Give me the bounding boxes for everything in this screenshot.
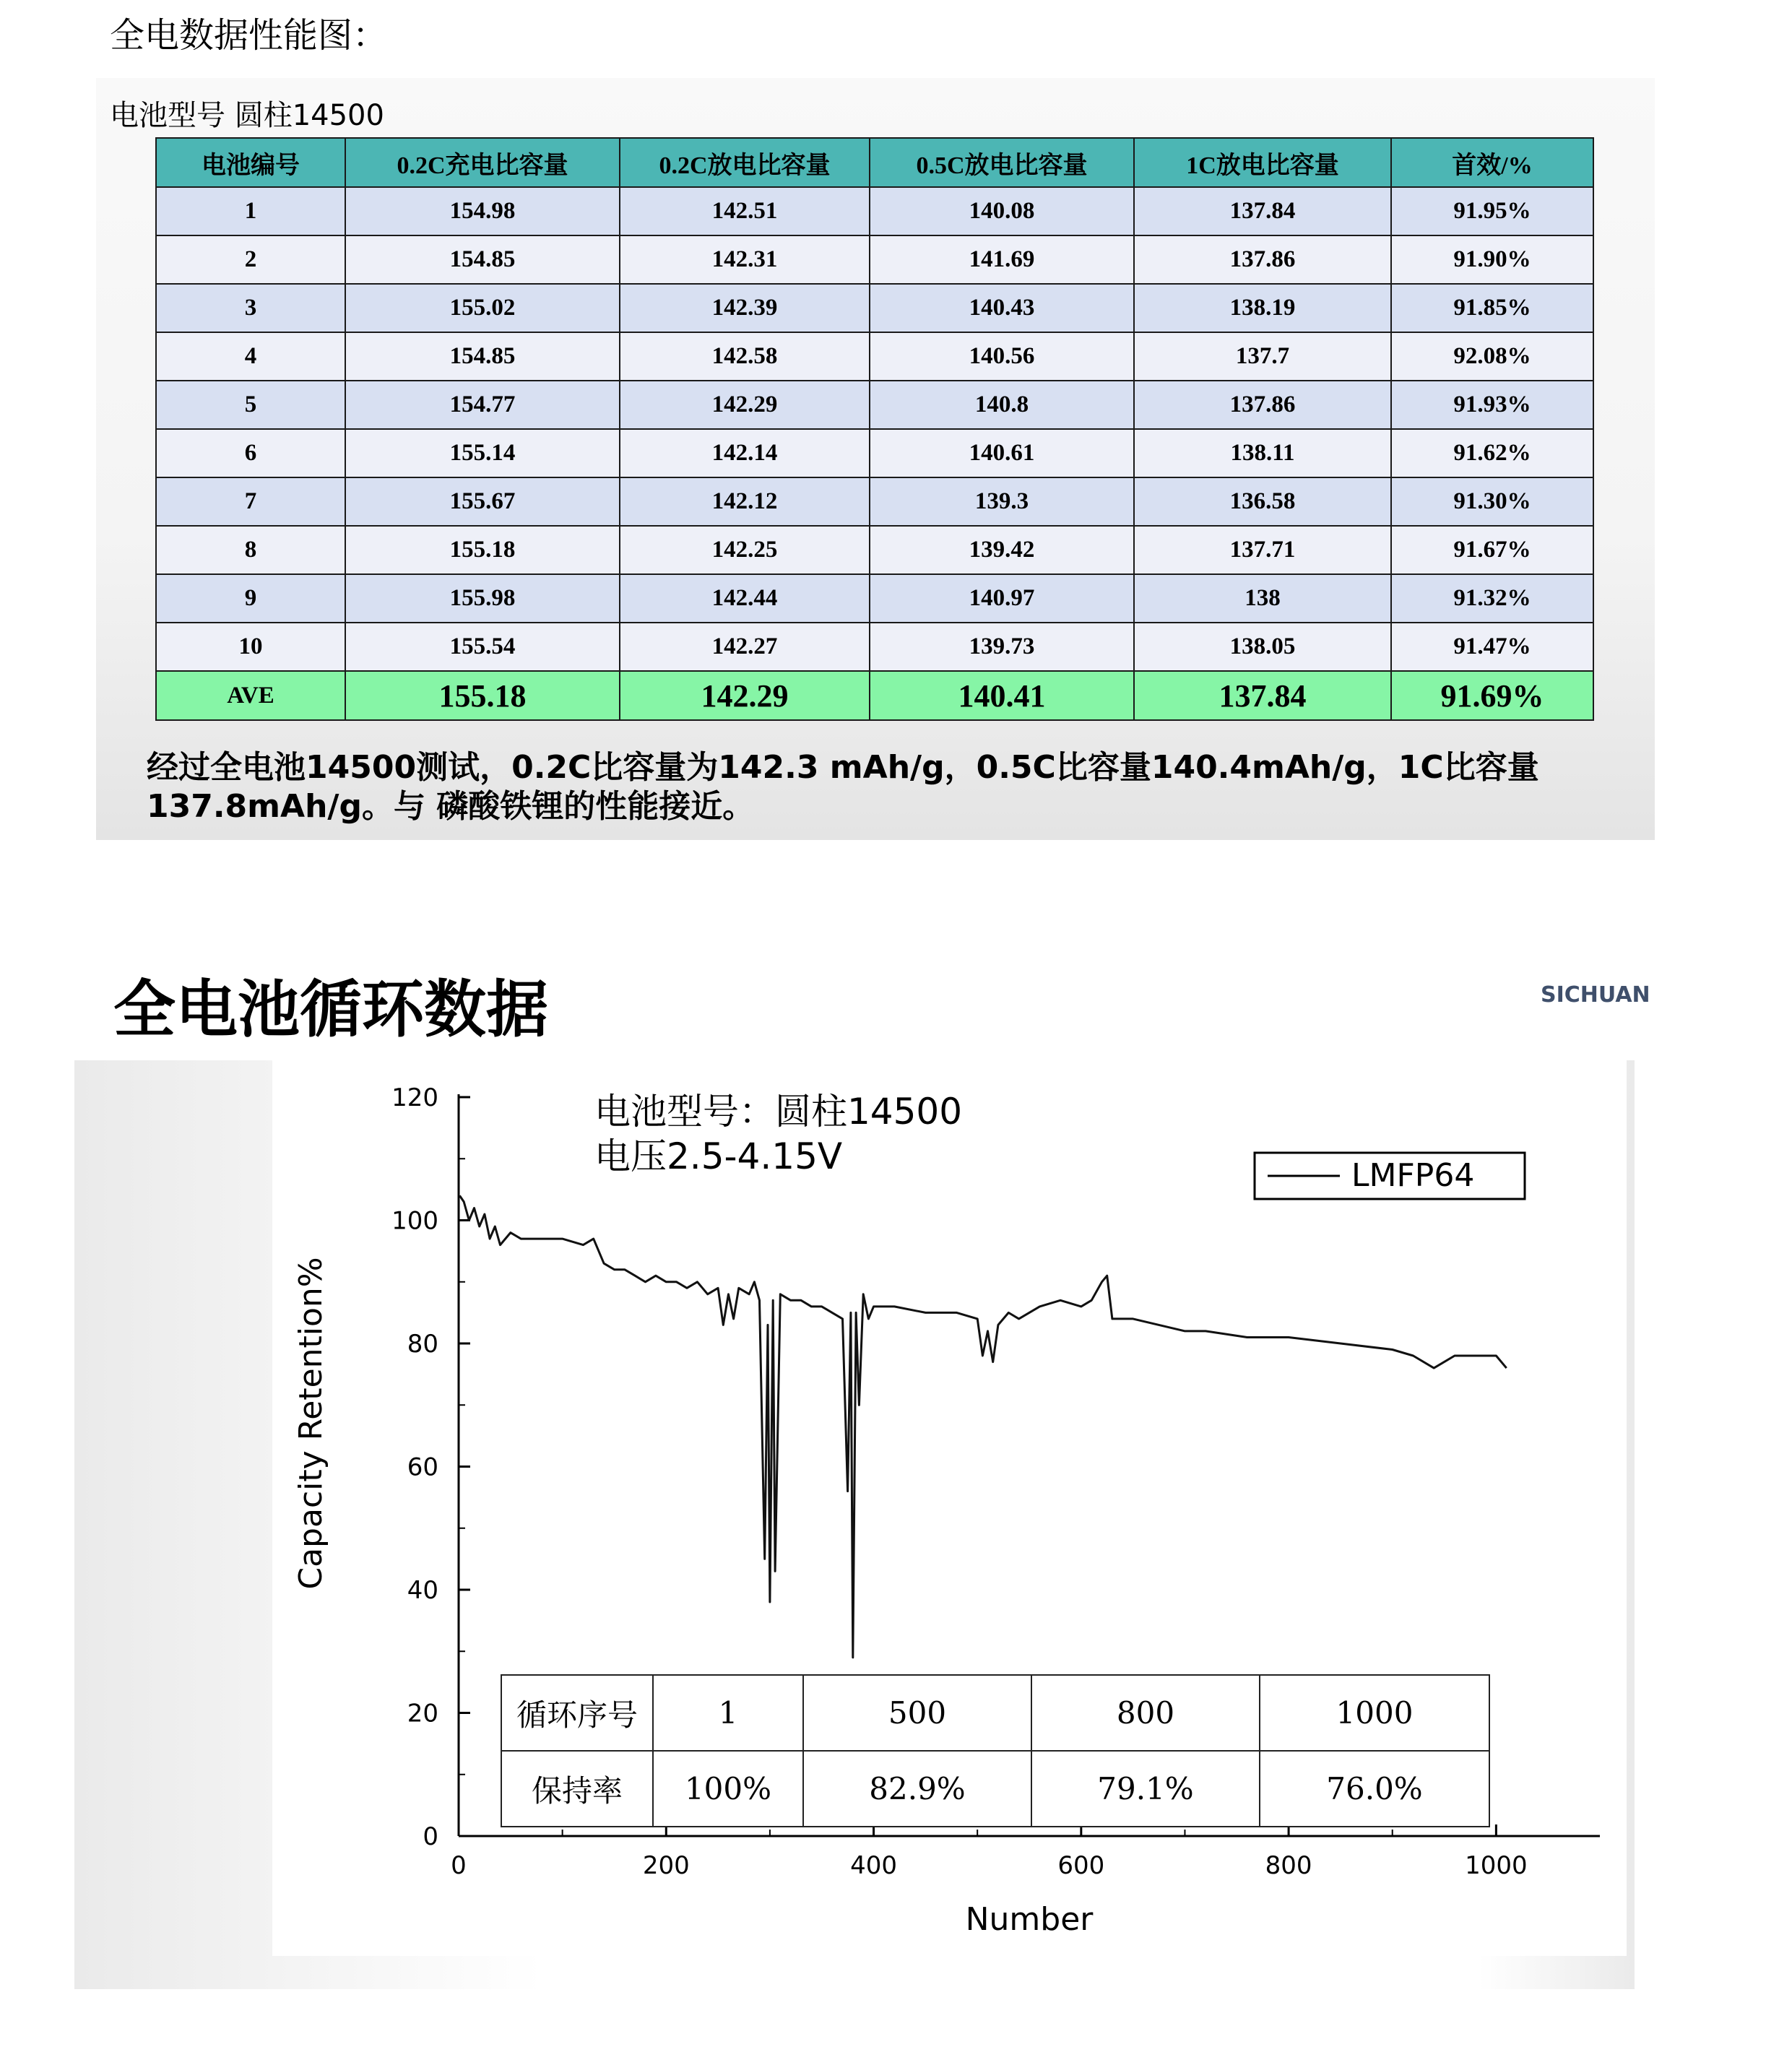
cell-first-efficiency: 92.08% bbox=[1391, 332, 1593, 381]
table-row bbox=[156, 477, 1593, 526]
x-tick-label: 200 bbox=[642, 1851, 690, 1880]
cell-discharge-05c: 140.61 bbox=[870, 429, 1134, 477]
average-cell-battery-no: AVE bbox=[156, 671, 345, 720]
average-cell-discharge-02c: 142.29 bbox=[620, 671, 870, 720]
cell-discharge-02c: 142.51 bbox=[620, 187, 870, 235]
cell-discharge-02c: 142.12 bbox=[620, 477, 870, 526]
x-tick-label: 0 bbox=[451, 1851, 467, 1880]
cell-battery-no: 5 bbox=[156, 381, 345, 429]
table-row bbox=[156, 187, 1593, 235]
section-title: 全电数据性能图： bbox=[110, 15, 388, 56]
cell-discharge-02c: 142.39 bbox=[620, 284, 870, 332]
performance-table bbox=[155, 137, 1594, 721]
retention-value-cell: 100% bbox=[653, 1751, 803, 1827]
average-cell-charge-02c: 155.18 bbox=[345, 671, 620, 720]
cell-battery-no: 7 bbox=[156, 477, 345, 526]
cell-discharge-05c: 141.69 bbox=[870, 235, 1134, 284]
cell-charge-02c: 154.77 bbox=[345, 381, 620, 429]
y-tick-label: 100 bbox=[391, 1206, 438, 1236]
header-cell-discharge-05c: 0.5C放电比容量 bbox=[870, 138, 1134, 187]
average-cell-discharge-1c: 137.84 bbox=[1134, 671, 1391, 720]
chart-annotation: 电池型号：圆柱14500 bbox=[594, 1091, 963, 1133]
series-line-lmfp64 bbox=[459, 1195, 1506, 1657]
header-cell-first-efficiency: 首效/% bbox=[1391, 138, 1593, 187]
cell-discharge-1c: 138.05 bbox=[1134, 623, 1391, 671]
cell-discharge-1c: 137.84 bbox=[1134, 187, 1391, 235]
cell-discharge-05c: 140.08 bbox=[870, 187, 1134, 235]
cell-battery-no: 4 bbox=[156, 332, 345, 381]
cell-discharge-05c: 140.8 bbox=[870, 381, 1134, 429]
cell-first-efficiency: 91.95% bbox=[1391, 187, 1593, 235]
table-row bbox=[156, 235, 1593, 284]
cell-discharge-1c: 138.19 bbox=[1134, 284, 1391, 332]
cell-battery-no: 6 bbox=[156, 429, 345, 477]
cell-discharge-1c: 137.86 bbox=[1134, 381, 1391, 429]
cell-discharge-02c: 142.29 bbox=[620, 381, 870, 429]
y-tick-label: 0 bbox=[423, 1822, 438, 1851]
x-axis-label: Number bbox=[965, 1901, 1094, 1938]
y-axis-label: Capacity Retention% bbox=[293, 1257, 329, 1590]
conclusion-text bbox=[147, 748, 1606, 826]
table-row bbox=[156, 574, 1593, 623]
cell-first-efficiency: 91.30% bbox=[1391, 477, 1593, 526]
cell-discharge-02c: 142.58 bbox=[620, 332, 870, 381]
cell-discharge-02c: 142.14 bbox=[620, 429, 870, 477]
cell-charge-02c: 155.02 bbox=[345, 284, 620, 332]
cell-battery-no: 8 bbox=[156, 526, 345, 574]
cell-charge-02c: 155.98 bbox=[345, 574, 620, 623]
x-tick-label: 1000 bbox=[1465, 1851, 1528, 1880]
cell-charge-02c: 154.85 bbox=[345, 235, 620, 284]
cell-discharge-02c: 142.31 bbox=[620, 235, 870, 284]
cell-first-efficiency: 91.47% bbox=[1391, 623, 1593, 671]
retention-row bbox=[501, 1751, 1489, 1827]
x-tick-label: 600 bbox=[1057, 1851, 1105, 1880]
header-cell-discharge-1c: 1C放电比容量 bbox=[1134, 138, 1391, 187]
table-row bbox=[156, 526, 1593, 574]
cell-discharge-02c: 142.25 bbox=[620, 526, 870, 574]
cell-discharge-02c: 142.27 bbox=[620, 623, 870, 671]
table-row bbox=[156, 623, 1593, 671]
retention-label-cell: 保持率 bbox=[501, 1751, 653, 1827]
cell-discharge-1c: 138 bbox=[1134, 574, 1391, 623]
average-cell-first-efficiency: 91.69% bbox=[1391, 671, 1593, 720]
chart-annotation: 电压2.5-4.15V bbox=[594, 1135, 843, 1177]
y-tick-label: 60 bbox=[407, 1453, 438, 1482]
legend-label: LMFP64 bbox=[1351, 1157, 1475, 1194]
cycle-value-cell: 1 bbox=[653, 1675, 803, 1751]
conclusion-line-1: 经过全电池14500测试，0.2C比容量为142.3 mAh/g，0.5C比容量140.4mAh/g，1C比容量 bbox=[147, 749, 1539, 786]
cell-discharge-1c: 136.58 bbox=[1134, 477, 1391, 526]
cell-discharge-02c: 142.44 bbox=[620, 574, 870, 623]
cell-charge-02c: 154.85 bbox=[345, 332, 620, 381]
cell-first-efficiency: 91.85% bbox=[1391, 284, 1593, 332]
cell-charge-02c: 154.98 bbox=[345, 187, 620, 235]
cell-discharge-05c: 139.73 bbox=[870, 623, 1134, 671]
cycle-label-cell: 循环序号 bbox=[501, 1675, 653, 1751]
cell-discharge-1c: 138.11 bbox=[1134, 429, 1391, 477]
cell-first-efficiency: 91.90% bbox=[1391, 235, 1593, 284]
cycle-value-cell: 1000 bbox=[1260, 1675, 1489, 1751]
x-tick-label: 400 bbox=[850, 1851, 897, 1880]
table-row bbox=[156, 284, 1593, 332]
table-row bbox=[156, 332, 1593, 381]
cell-first-efficiency: 91.67% bbox=[1391, 526, 1593, 574]
cell-discharge-05c: 139.42 bbox=[870, 526, 1134, 574]
brand-logo-text: SICHUAN bbox=[1541, 982, 1650, 1008]
retention-value-cell: 76.0% bbox=[1260, 1751, 1489, 1827]
table-header-row bbox=[156, 138, 1593, 187]
cell-battery-no: 1 bbox=[156, 187, 345, 235]
cell-discharge-05c: 140.56 bbox=[870, 332, 1134, 381]
retention-value-cell: 79.1% bbox=[1031, 1751, 1260, 1827]
average-row bbox=[156, 671, 1593, 720]
y-tick-label: 120 bbox=[391, 1083, 438, 1112]
cycle-section-title: 全电池循环数据 bbox=[113, 974, 548, 1046]
cycle-number-row bbox=[501, 1675, 1489, 1751]
cell-discharge-1c: 137.86 bbox=[1134, 235, 1391, 284]
cycle-retention-table bbox=[501, 1674, 1490, 1827]
cell-battery-no: 3 bbox=[156, 284, 345, 332]
header-cell-charge-02c: 0.2C充电比容量 bbox=[345, 138, 620, 187]
cell-discharge-05c: 139.3 bbox=[870, 477, 1134, 526]
retention-value-cell: 82.9% bbox=[803, 1751, 1031, 1827]
cell-charge-02c: 155.67 bbox=[345, 477, 620, 526]
cell-charge-02c: 155.14 bbox=[345, 429, 620, 477]
cycle-value-cell: 500 bbox=[803, 1675, 1031, 1751]
cell-first-efficiency: 91.32% bbox=[1391, 574, 1593, 623]
cell-discharge-1c: 137.71 bbox=[1134, 526, 1391, 574]
conclusion-line-2: 137.8mAh/g。与 磷酸铁锂的性能接近。 bbox=[147, 788, 755, 825]
cell-charge-02c: 155.54 bbox=[345, 623, 620, 671]
cell-battery-no: 2 bbox=[156, 235, 345, 284]
cell-first-efficiency: 91.93% bbox=[1391, 381, 1593, 429]
y-tick-label: 40 bbox=[407, 1576, 438, 1605]
cell-discharge-1c: 137.7 bbox=[1134, 332, 1391, 381]
average-cell-discharge-05c: 140.41 bbox=[870, 671, 1134, 720]
y-tick-label: 80 bbox=[407, 1330, 438, 1359]
battery-model-label: 电池型号 圆柱14500 bbox=[110, 99, 384, 132]
header-cell-discharge-02c: 0.2C放电比容量 bbox=[620, 138, 870, 187]
header-cell-battery-no: 电池编号 bbox=[156, 138, 345, 187]
cell-discharge-05c: 140.97 bbox=[870, 574, 1134, 623]
y-tick-label: 20 bbox=[407, 1699, 438, 1728]
cell-discharge-05c: 140.43 bbox=[870, 284, 1134, 332]
x-tick-label: 800 bbox=[1265, 1851, 1312, 1880]
cell-charge-02c: 155.18 bbox=[345, 526, 620, 574]
cell-first-efficiency: 91.62% bbox=[1391, 429, 1593, 477]
table-row bbox=[156, 381, 1593, 429]
cell-battery-no: 9 bbox=[156, 574, 345, 623]
table-row bbox=[156, 429, 1593, 477]
cell-battery-no: 10 bbox=[156, 623, 345, 671]
cycle-value-cell: 800 bbox=[1031, 1675, 1260, 1751]
